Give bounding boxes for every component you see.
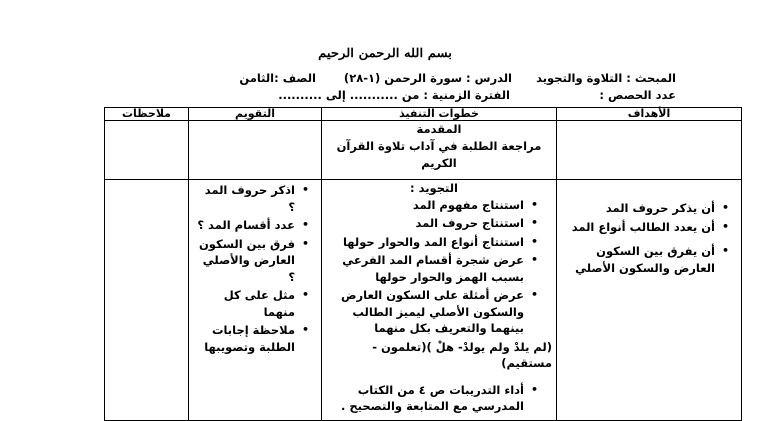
main-row xyxy=(105,180,742,421)
intro-notes-cell xyxy=(105,121,189,180)
step-item: • استنتاج مفهوم المد xyxy=(322,197,538,214)
header-evaluation: التقويم xyxy=(189,108,322,121)
step-item: • أداء التدريبات ص ٤ من الكتاب المدرسي مع المتابعة والتصحيح . xyxy=(322,382,538,415)
table-header-row xyxy=(105,108,742,121)
intro-row xyxy=(105,121,742,180)
evaluation-item: • مثل على كل منهما xyxy=(197,287,309,320)
notes-cell xyxy=(105,180,189,421)
steps-cell xyxy=(322,180,557,421)
header-lesson: الدرس : سورة الرحمن (١-٢٨) xyxy=(343,71,512,85)
intro-cell xyxy=(322,121,557,180)
header-goals: الأهداف xyxy=(557,108,742,121)
evaluation-item: • ملاحظة إجابات الطلبة وتصويبها xyxy=(197,322,309,355)
evaluation-item: • فرق بين السكون العارض والأصلي ؟ xyxy=(197,236,309,286)
step-item: • استنتاج أنواع المد والحوار حولها xyxy=(322,234,538,251)
lesson-plan-table xyxy=(104,107,742,421)
goal-item: • أن يعدد الطالب أنواع المد xyxy=(561,219,729,236)
steps-example: (لم يلدْ ولم يولدْ- هلْ )(تعلمون - مستقيم) xyxy=(372,339,552,370)
steps-title: التجويد : xyxy=(409,181,459,195)
step-item: • عرض أمثلة على السكون العارض والسكون الأصلي ليميز الطالب بينهما والتعريف بكل منهما xyxy=(322,287,538,337)
goals-list xyxy=(557,180,741,276)
goal-item: • أن يفرق بين السكون العارض والسكون الأصلي xyxy=(561,243,729,276)
evaluation-cell xyxy=(189,180,322,421)
header-grade: الصف :الثامن xyxy=(239,71,316,85)
goals-cell xyxy=(557,180,742,421)
intro-text: مراجعة الطلبة في آداب تلاوة القرآن الكريم xyxy=(336,139,542,170)
header-time-period: الفترة الزمنية : من ........... إلى .......... xyxy=(278,88,510,102)
header-notes: ملاحظات xyxy=(105,108,189,121)
header-steps: خطوات التنفيذ xyxy=(322,108,557,121)
step-item: • عرض شجرة أقسام المد الفرعي بسبب الهمز والحوار حولها xyxy=(322,252,538,285)
step-item: • استنتاج حروف المد xyxy=(322,215,538,232)
bismillah-calligraphy: بسم الله الرحمن الرحيم xyxy=(318,46,452,60)
steps-list xyxy=(322,197,556,337)
goal-item: • أن يذكر حروف المد xyxy=(561,200,729,217)
header-subject: المبحث : التلاوة والتجويد xyxy=(536,71,676,85)
header-periods: عدد الحصص : xyxy=(599,88,676,102)
evaluation-item: • اذكر حروف المد ؟ xyxy=(197,182,309,215)
intro-title: المقدمة xyxy=(416,122,462,136)
evaluation-list xyxy=(189,180,321,355)
evaluation-item: • عدد أقسام المد ؟ xyxy=(197,217,309,234)
steps-extra-list xyxy=(322,382,556,415)
intro-goals-cell xyxy=(557,121,742,180)
intro-evaluation-cell xyxy=(189,121,322,180)
